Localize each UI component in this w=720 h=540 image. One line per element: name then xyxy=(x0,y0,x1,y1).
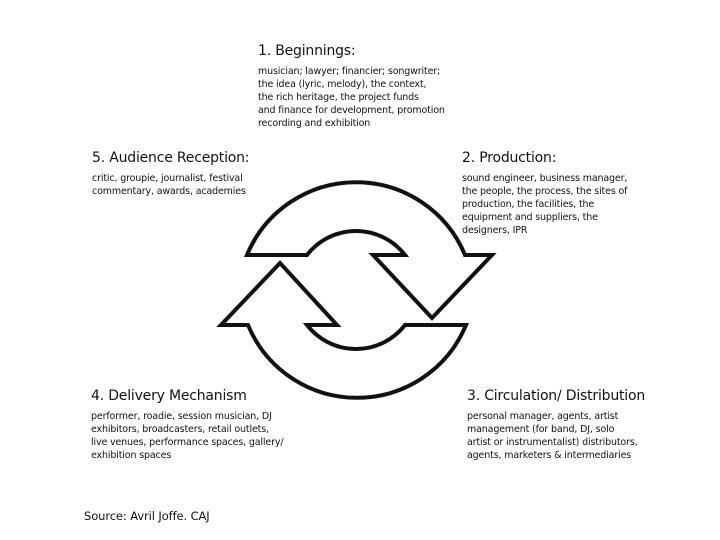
description-line: production, the facilities, the xyxy=(462,199,595,210)
description-line: commentary, awards, academies xyxy=(92,186,246,197)
stage-audience-reception xyxy=(92,150,249,198)
description-line: exhibition spaces xyxy=(91,450,172,461)
description-line: agents, marketers & intermediaries xyxy=(467,450,632,461)
stage-description-circulation-distribution xyxy=(467,410,645,462)
description-line: artist or instrumentalist) distributors, xyxy=(467,437,638,448)
stage-description-production xyxy=(462,172,627,237)
description-line: the people, the process, the sites of xyxy=(462,186,628,197)
description-line: personal manager, agents, artist xyxy=(467,411,619,422)
stage-title-production: 2. Production: xyxy=(462,150,557,166)
description-line: equipment and suppliers, the xyxy=(462,212,598,223)
description-line: designers, IPR xyxy=(462,225,528,236)
description-line: exhibitors, broadcasters, retail outlets, xyxy=(91,424,269,435)
description-line: live venues, performance spaces, gallery/ xyxy=(91,437,284,448)
description-line: and finance for development, promotion xyxy=(258,105,445,116)
description-line: musician; lawyer; financier; songwriter; xyxy=(258,66,441,77)
description-line: the idea (lyric, melody), the context, xyxy=(258,79,427,90)
stage-title-circulation-distribution: 3. Circulation/ Distribution xyxy=(467,388,646,404)
description-line: critic, groupie, journalist, festival xyxy=(92,173,243,184)
stage-description-beginnings xyxy=(258,65,445,130)
stage-circulation-distribution xyxy=(467,388,645,462)
description-line: recording and exhibition xyxy=(258,118,371,129)
stage-beginnings xyxy=(258,43,445,130)
stage-title-audience-reception: 5. Audience Reception: xyxy=(92,150,250,166)
description-line: management (for band, DJ, solo xyxy=(467,424,615,435)
source-credit: Source: Avril Joffe. CAJ xyxy=(84,509,210,523)
description-line: performer, roadie, session musician, DJ xyxy=(91,411,272,422)
stage-delivery-mechanism xyxy=(91,388,283,462)
stage-description-delivery-mechanism xyxy=(91,410,283,462)
stage-title-delivery-mechanism: 4. Delivery Mechanism xyxy=(91,388,247,404)
description-line: the rich heritage, the project funds xyxy=(258,92,419,103)
stage-description-audience-reception xyxy=(92,172,249,198)
stage-title-beginnings: 1. Beginnings: xyxy=(258,43,356,59)
description-line: sound engineer, business manager, xyxy=(462,173,628,184)
stage-production xyxy=(462,150,627,237)
